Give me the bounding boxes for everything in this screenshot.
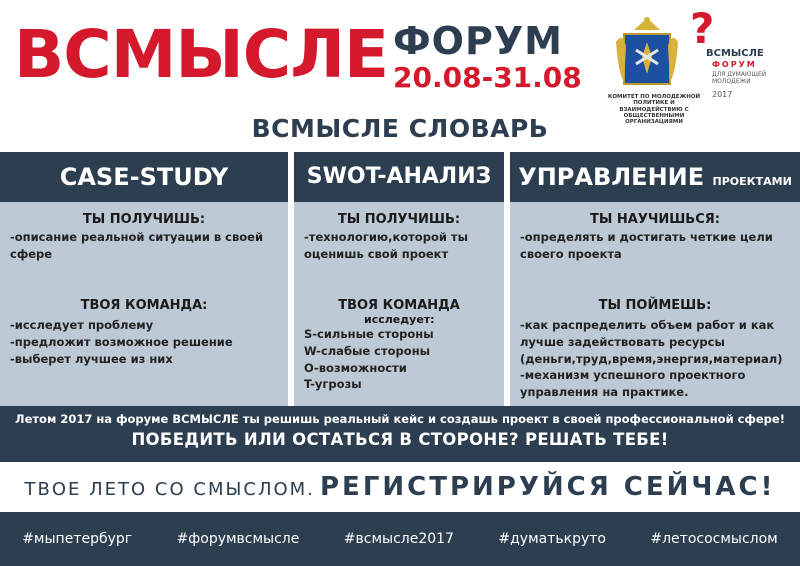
column-title: [510, 152, 800, 202]
text-line: S-сильные стороны: [304, 327, 434, 342]
register-now-link[interactable]: РЕГИСТРИРУЙСЯ СЕЙЧАС!: [320, 472, 776, 502]
text-line: оценишь свой проект: [304, 246, 449, 261]
section-text: [304, 229, 494, 262]
section-text: [10, 229, 278, 262]
column-title: [0, 152, 288, 202]
poster-header: [0, 0, 800, 150]
hashtag[interactable]: #думатькруто: [498, 531, 606, 547]
section-text: [10, 317, 278, 367]
hashtag[interactable]: #форумвсмысле: [176, 531, 300, 547]
section-text: [304, 326, 494, 393]
forum-label: ФОРУМ: [393, 19, 563, 63]
committee-caption: КОМИТЕТ ПО МОЛОДЕЖНОЙ ПОЛИТИКЕ И ВЗАИМОДЕЙСТВИЮ С ОБЩЕСТВЕННЫМИ ОРГАНИЗАЦИЯМИ: [607, 94, 701, 126]
column-title-suffix: ПРОЕКТАМИ: [712, 175, 792, 188]
section-text: [520, 229, 790, 262]
text-line: -описание реальной ситуации в своей: [10, 230, 264, 244]
section-heading: ТЫ ПОЛУЧИШЬ:: [82, 212, 206, 227]
text-line: сфере: [10, 246, 53, 261]
section-heading: ТВОЯ КОМАНДА: [338, 298, 460, 314]
text-line: -механизм успешного проектного: [520, 368, 746, 383]
hashtag[interactable]: #всмысле2017: [343, 531, 454, 547]
banner-line: Летом 2017 на форуме ВСМЫСЛЕ ты решишь реальный кейс и создашь проект в своей профессиональной сфере!: [15, 412, 785, 426]
column-project-management: [510, 152, 800, 406]
text-line: T-угрозы: [304, 377, 362, 392]
hashtag[interactable]: #летососмыслом: [650, 531, 778, 547]
column-title-text: CASE-STUDY: [59, 163, 229, 191]
text-line: управления на практике.: [520, 385, 689, 400]
hashtag[interactable]: #мыпетербург: [22, 531, 133, 547]
text-line: -как распределить объем работ и как: [520, 318, 775, 333]
column-swot: [294, 152, 504, 406]
logo-year: 2017: [712, 90, 733, 99]
section-text: [520, 317, 790, 400]
cta-lead: ТВОЕ ЛЕТО СО СМЫСЛОМ.: [24, 479, 315, 500]
city-crest-icon: [614, 12, 680, 92]
column-title-text: SWOT-АНАЛИЗ: [306, 164, 492, 189]
text-line: -исследует проблему: [10, 318, 154, 333]
section-heading: ТЫ ПОЛУЧИШЬ:: [337, 212, 461, 227]
logo-name: ВСМЫСЛЕ: [706, 48, 764, 59]
section-subheading: исследует:: [364, 313, 435, 327]
text-line: -технологию,которой ты: [304, 230, 468, 244]
text-line: -выберет лучшее из них: [10, 351, 173, 366]
logo-forum: ФОРУМ: [712, 60, 757, 69]
banner-slogan: ПОБЕДИТЬ ИЛИ ОСТАТЬСЯ В СТОРОНЕ? РЕШАТЬ ТЕБЕ!: [131, 430, 669, 449]
column-case-study: [0, 152, 288, 406]
section-heading: ТЫ НАУЧИШЬСЯ:: [590, 212, 720, 227]
hashtag-bar: [0, 512, 800, 566]
text-line: -предложит возможное решение: [10, 335, 233, 350]
topic-columns: [0, 152, 800, 406]
page-subtitle: ВСМЫСЛЕ СЛОВАРЬ: [251, 114, 549, 143]
question-mark-icon: ?: [690, 4, 715, 53]
section-heading: ТЫ ПОЙМЕШЬ:: [598, 298, 712, 314]
logo-tagline: ДЛЯ ДУМАЮЩЕЙ МОЛОДЕЖИ: [712, 71, 767, 86]
text-line: O-возможности: [304, 360, 407, 375]
column-title: [294, 152, 504, 202]
registration-cta: [0, 462, 800, 512]
section-heading: ТВОЯ КОМАНДА:: [80, 298, 208, 314]
text-line: лучше задействовать ресурсы: [520, 335, 725, 350]
promo-banner: [0, 406, 800, 462]
text-line: (деньги,труд,время,энергия,материал): [520, 351, 783, 366]
brand-title: ВСМЫСЛЕ: [14, 16, 389, 93]
text-line: своего проекта: [520, 246, 622, 261]
column-title-text: УПРАВЛЕНИЕ: [518, 163, 705, 191]
text-line: -определять и достигать четкие цели: [520, 230, 773, 244]
text-line: W-слабые стороны: [304, 344, 431, 359]
forum-dates: 20.08-31.08: [393, 61, 582, 94]
